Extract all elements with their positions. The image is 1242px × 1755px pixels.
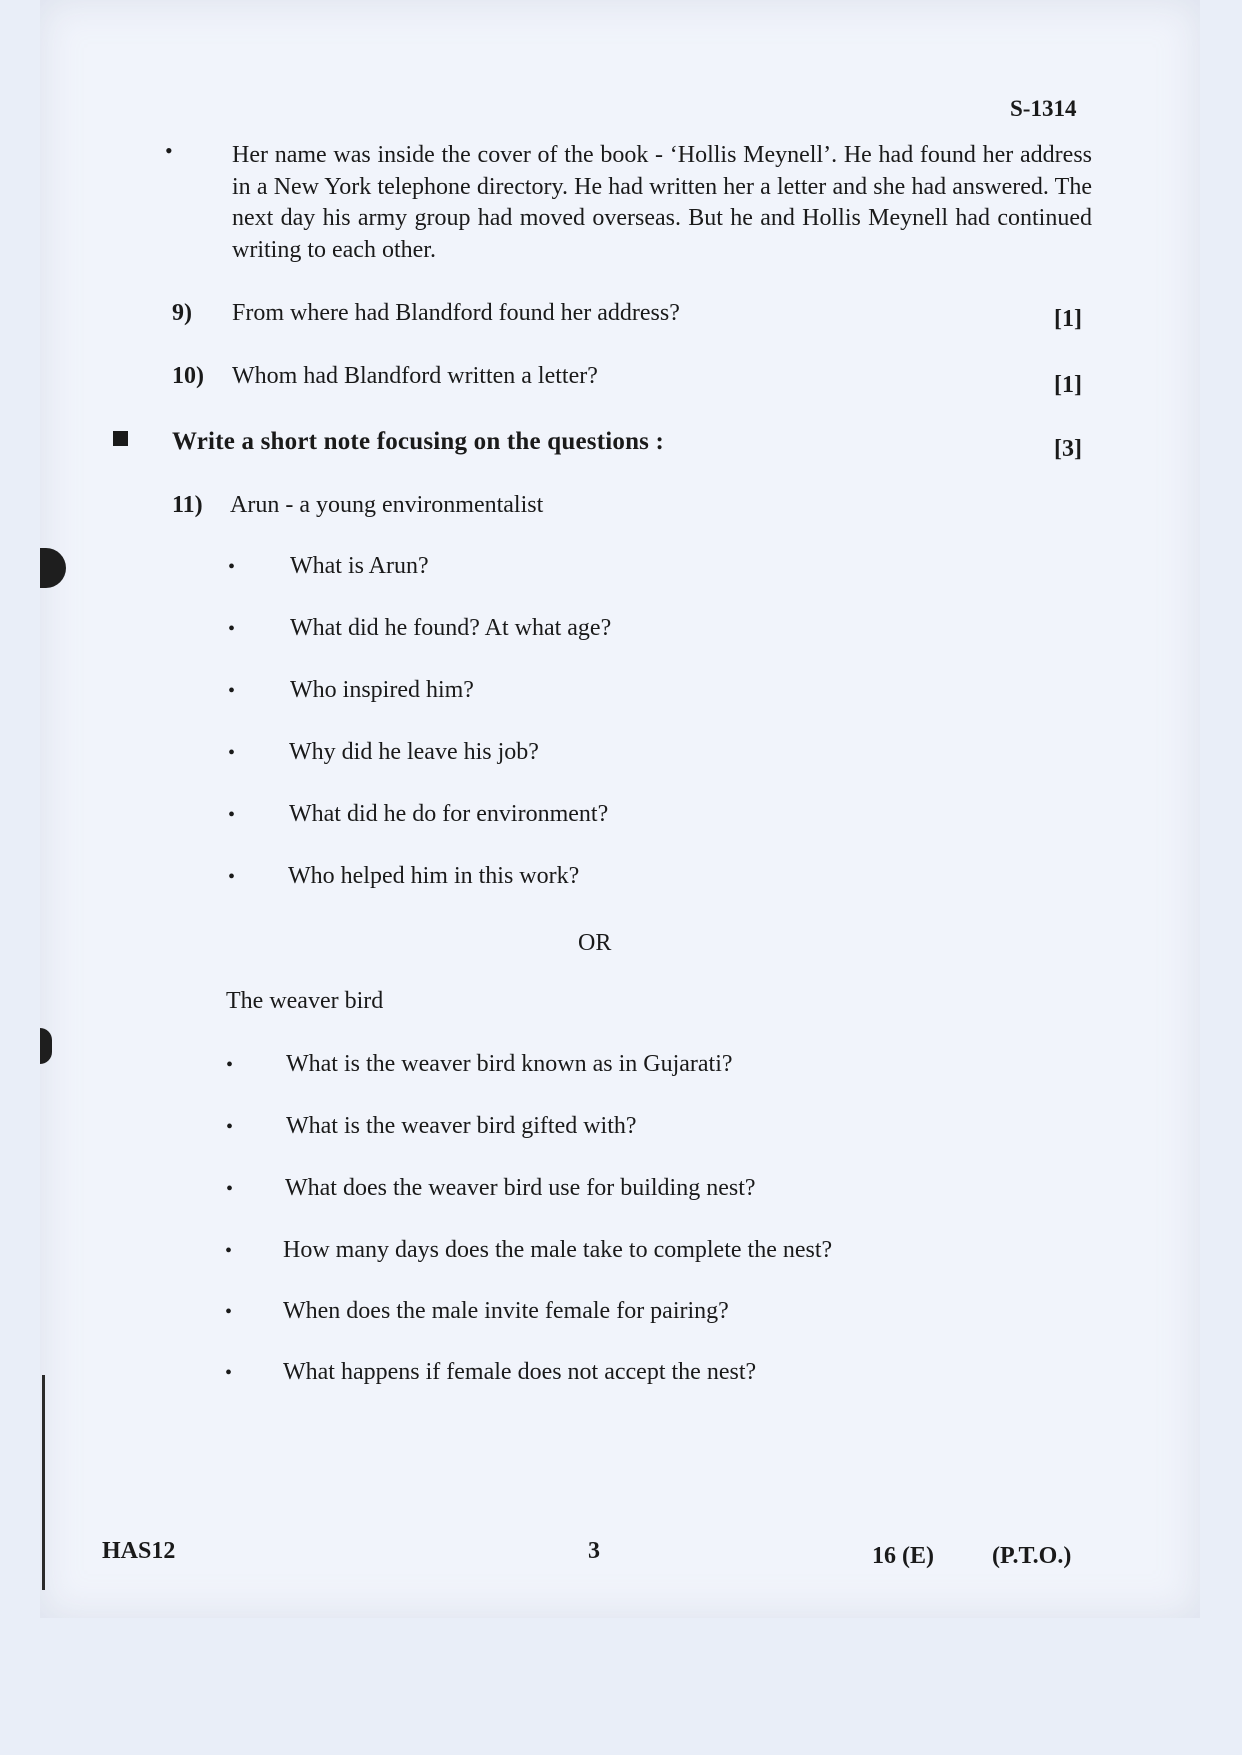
- bullet-icon: •: [226, 1054, 234, 1076]
- bullet-icon: •: [226, 1116, 234, 1138]
- paper-code: S-1314: [1010, 96, 1077, 121]
- topic-a-point: What did he found? At what age?: [290, 615, 612, 641]
- topic-b-title: The weaver bird: [226, 988, 384, 1014]
- topic-b-point: What does the weaver bird use for building nest?: [285, 1175, 756, 1201]
- question-10-marks: [1]: [1054, 372, 1082, 398]
- section-title: Write a short note focusing on the questions :: [172, 428, 665, 455]
- topic-a-point: Who inspired him?: [290, 677, 474, 703]
- left-edge-line: [42, 1375, 45, 1590]
- footer-code: HAS12: [102, 1538, 176, 1564]
- question-10-number: 10): [172, 363, 204, 389]
- topic-b-point: What is the weaver bird gifted with?: [286, 1113, 637, 1139]
- bullet-icon: •: [228, 866, 236, 888]
- topic-a-point: What did he do for environment?: [289, 801, 609, 827]
- bullet-icon: •: [225, 1301, 233, 1323]
- question-9-number: 9): [172, 300, 192, 326]
- bullet-icon: •: [228, 804, 236, 826]
- bullet-icon: •: [228, 618, 236, 640]
- question-11-number: 11): [172, 492, 203, 518]
- bullet-icon: •: [228, 680, 236, 702]
- topic-b-point: When does the male invite female for pairing?: [283, 1298, 729, 1324]
- topic-b-point: What is the weaver bird known as in Gujarati?: [286, 1051, 733, 1077]
- passage-text: Her name was inside the cover of the book - ‘Hollis Meynell’. He had found her address in a New York telephone directory. He had written her a letter and she had answered. The next day his army group had moved overseas. But he and Hollis Meynell had continued writing to each other.: [232, 142, 1092, 263]
- pto-label: (P.T.O.): [992, 1543, 1072, 1569]
- section-square-icon: [113, 431, 128, 446]
- bullet-icon: •: [225, 1362, 233, 1384]
- topic-a-point: Who helped him in this work?: [288, 863, 580, 889]
- or-label: OR: [578, 930, 612, 956]
- bullet-icon: •: [225, 1240, 233, 1262]
- section-marks: [3]: [1054, 436, 1082, 462]
- topic-a-title: Arun - a young environmentalist: [230, 492, 544, 518]
- question-9-text: From where had Blandford found her address?: [232, 300, 680, 326]
- topic-b-point: How many days does the male take to complete the nest?: [283, 1237, 833, 1263]
- set-label: 16 (E): [872, 1543, 934, 1569]
- bullet-icon: •: [228, 742, 236, 764]
- bullet-icon: •: [228, 556, 236, 578]
- question-9-marks: [1]: [1054, 306, 1082, 332]
- passage-bullet: •: [165, 138, 173, 163]
- question-10-text: Whom had Blandford written a letter?: [232, 363, 598, 389]
- topic-a-point: What is Arun?: [290, 553, 429, 579]
- topic-b-point: What happens if female does not accept the nest?: [283, 1359, 757, 1385]
- bullet-icon: •: [226, 1178, 234, 1200]
- page-number: 3: [588, 1538, 600, 1564]
- topic-a-point: Why did he leave his job?: [289, 739, 539, 765]
